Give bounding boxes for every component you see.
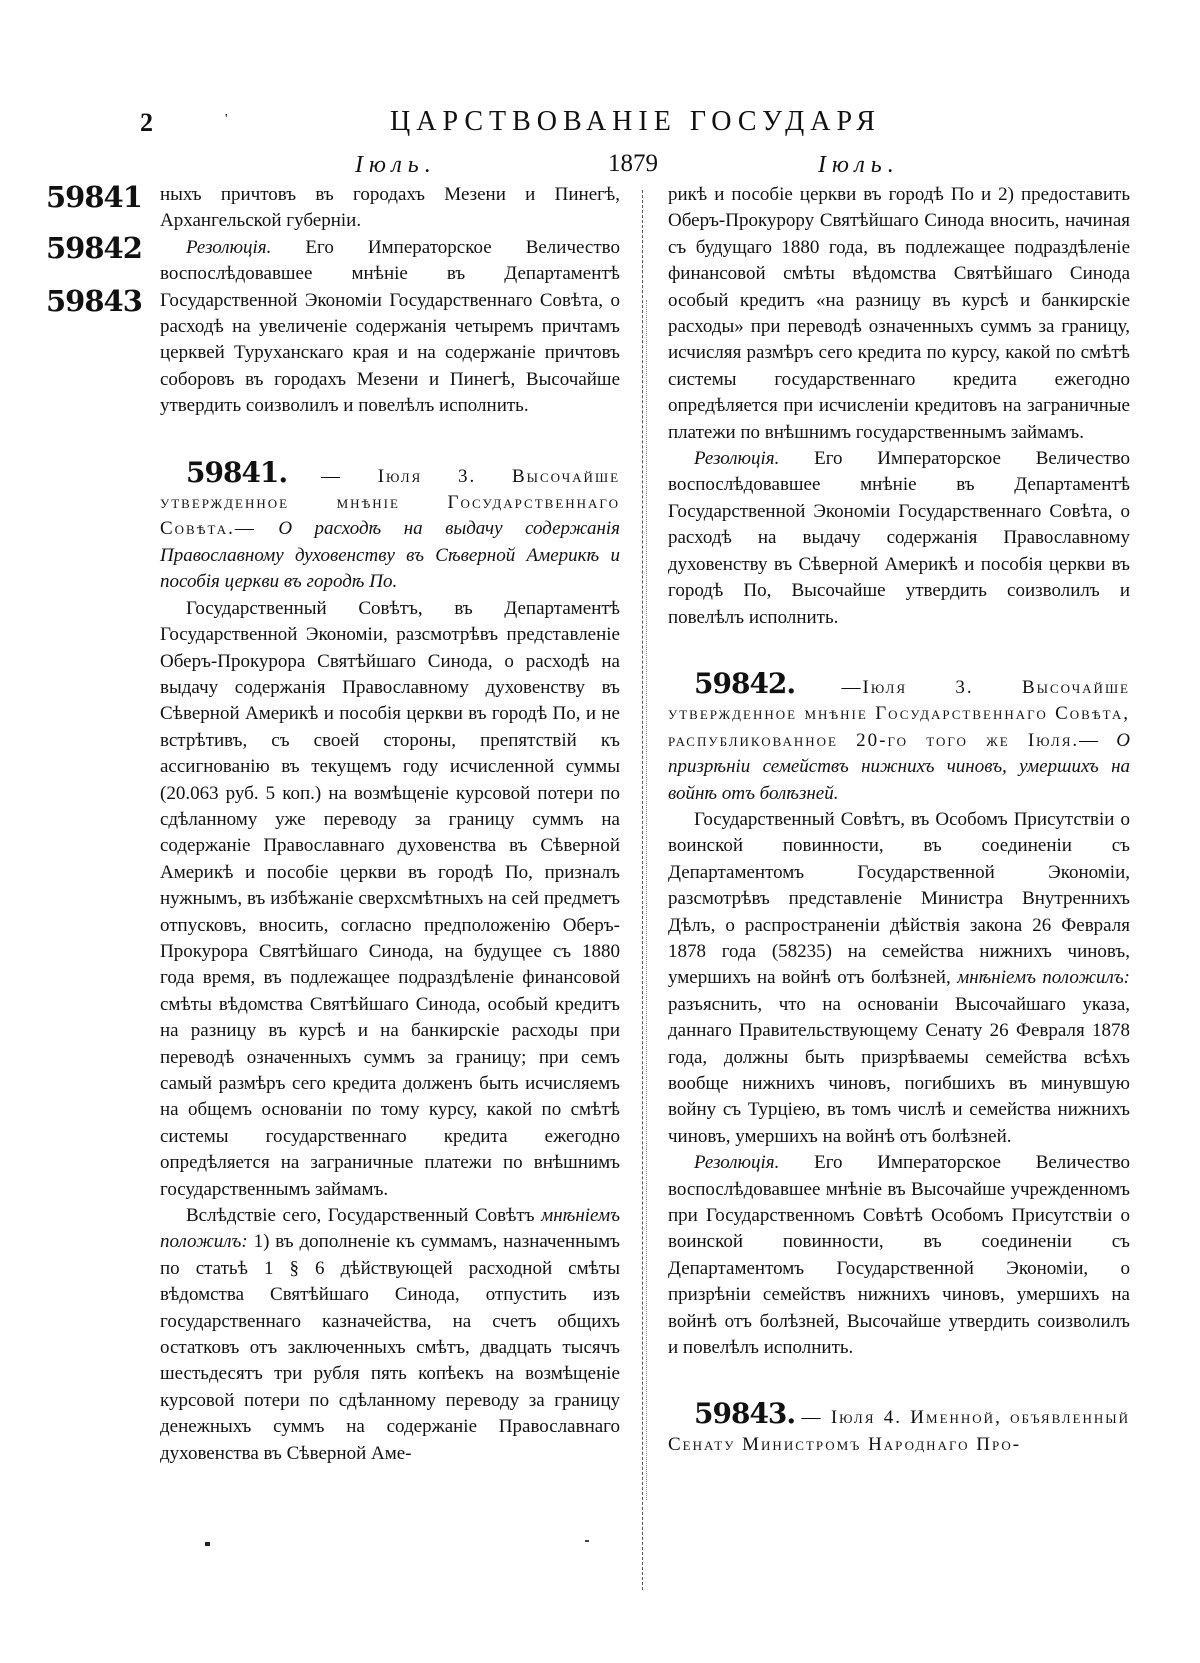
resolution-text: Его Императорское Величество воспослѣдовавшее мнѣніе въ Департаментѣ Государственной Экономіи Государственнаго Совѣта, о расходѣ на увеличеніе содержанія четыремъ причтамъ церквей Туруханскаго края и на содержаніе причтовъ соборовъ въ городахъ Мезени и Пинегѣ, Высочайше утвердить соизволилъ и повелѣлъ исполнить. (160, 236, 620, 417)
paragraph-text: 1) въ дополненіе къ суммамъ, назначеннымъ по статьѣ 1 § 6 дѣйствующей расходной смѣты вѣдомства Святѣйшаго Синода, отпустить изъ государственнаго казначейства, на счетъ общихъ остатковъ отъ заключенныхъ смѣтъ, двадцать тысячъ шестьдесятъ три рубля пять копѣекъ на возмѣщеніе курсовой потери по сдѣланному переводу за границу денежныхъ суммъ на содержаніе Православнаго духовенства въ Сѣверной Аме- (160, 1231, 620, 1464)
continuation-text: рикѣ и пособіе церкви въ городѣ По и 2) предоставить Оберъ-Прокурору Святѣйшаго Синода вносить, начиная съ будущаго 1880 года, въ подлежащее подраздѣленіе финансовой смѣты вѣдомства Святѣйшаго Синода особый кредитъ «на разницу въ курсѣ и банкирскіе расходы» при переводѣ означенныхъ суммъ за границу, исчисляя размѣръ сего кредита по курсу, какой по смѣтѣ системы государственнаго кредита ежегодно опредѣляется при исчисленіи кредитовъ на заграничные платежи по внѣшнимъ государственнымъ займамъ. (668, 184, 1130, 443)
column-divider-dotted (646, 300, 647, 1500)
year: 1879 (608, 150, 658, 177)
paragraph-text: разъяснить, что на основаніи Высочайшаго указа, даннаго Правительствующему Сенату 26 Февраля 1878 года, должны быть призрѣваемы семейства всѣхъ вообще нижнихъ чиновъ, погибшихъ въ минувшую войну съ Турціею, въ томъ числѣ и семейства нижнихъ чиновъ, умершихъ на войнѣ отъ болѣзней. (668, 993, 1130, 1147)
resolution-text: Его Императорское Величество воспослѣдовавшее мнѣніе въ Департаментѣ Государственной Экономіи Государственнаго Совѣта, о расходѣ на выдачу содержанія Православному духовенству въ Сѣверной Америкѣ и пособія церкви въ городѣ По, Высочайше утвердить соизволилъ и повелѣлъ исполнить. (668, 448, 1130, 628)
paragraph-italic: мнѣніемъ положилъ: (957, 967, 1131, 989)
entry-59841-heading (160, 455, 621, 596)
entry-59843-heading (668, 1397, 1131, 1458)
entry-dateline: —Іюля 3. Высочайше утвержденное мнѣніе Государственнаго Совѣта, распубликованное 20-го того же Іюля.— (668, 676, 1130, 751)
running-title: ЦАРСТВОВАНІЕ ГОСУДАРЯ (390, 106, 881, 137)
print-speck (585, 1540, 589, 1542)
entry-59842-heading (668, 666, 1131, 807)
page-number: 2 (140, 108, 153, 137)
margin-number-59842: 59842 (46, 231, 142, 265)
resolution-label: Резолюція. (694, 448, 780, 470)
resolution-paragraph (668, 446, 1130, 631)
month-left: Іюль. (355, 152, 437, 178)
print-mark: ' (225, 112, 228, 127)
paragraph-text: Государственный Совѣтъ, въ Особомъ Присутствіи о воинской повинности, въ соединеніи съ Департаментомъ Государственной Экономіи, разсмотрѣвъ представленіе Министра Внутреннихъ Дѣлъ, о распространеніи дѣйствія закона 26 Февраля 1878 года (58235) на семейства нижнихъ чиновъ, умершихъ на войнѣ отъ болѣзней, (668, 808, 1130, 989)
entry-number: 59842. (694, 666, 796, 700)
month-right: Іюль. (818, 152, 900, 178)
resolution-paragraph (160, 235, 620, 420)
entry-title: О призрѣніи семействъ нижнихъ чиновъ, умершихъ на войнѣ отъ болѣзней. (668, 729, 1131, 804)
entry-number: 59843. (694, 1397, 796, 1431)
right-column (668, 182, 1130, 1458)
entry-59842-paragraph-1 (668, 807, 1130, 1150)
resolution-text: Его Императорское Величество воспослѣдовавшее мнѣніе въ Высочайше учрежденномъ при Государственномъ Совѣтѣ Особомъ Присутствіи о воинской повинности, въ соединеніи съ Департаментомъ Государственной Экономіи, о призрѣніи семействъ нижнихъ чиновъ, умершихъ на войнѣ отъ болѣзней, Высочайше утвердить соизволилъ и повелѣлъ исполнить. (668, 1152, 1130, 1359)
column-divider (642, 190, 643, 1590)
entry-59841-paragraph-1: Государственный Совѣтъ, въ Департаментѣ Государственной Экономіи, разсмотрѣвъ представленіе Оберъ-Прокурора Святѣйшаго Синода, о расходѣ на выдачу содержанія Православному духовенству въ Сѣверной Америкѣ и пособія церкви въ городѣ По, и не встрѣтивъ, съ своей стороны, препятствій къ ассигнованію въ текущемъ году исчисленной суммы (20.063 руб. 5 коп.) на возмѣщеніе курсовой потери по сдѣланному уже переводу за границу суммъ на содержаніе Православнаго духовенства въ Сѣверной Америкѣ и пособіе церкви въ городѣ По, призналъ нужнымъ, въ избѣжаніе сверхсмѣтныхъ на сей предметъ отпусковъ, вносить, согласно предположенію Оберъ-Прокурора Святѣйшаго Синода, на будущее съ 1880 года время, въ подлежащее подраздѣленіе финансовой смѣты вѣдомства Святѣйшаго Синода, особый кредитъ на разницу въ курсѣ и на банкирскіе расходы при переводѣ означенныхъ суммъ за границу; при семъ самый размѣръ сего кредита долженъ быть исчисляемъ на общемъ основаніи по тому курсу, какой по смѣтѣ системы государственнаго кредита ежегодно опредѣляется на заграничные платежи по внѣшнимъ государственнымъ займамъ. (160, 597, 620, 1200)
entry-number: 59841. (186, 455, 288, 489)
resolution-label: Резолюція. (694, 1152, 780, 1174)
entry-dateline: — Іюля 3. Высочайше утвержденное мнѣніе Государственнаго Совѣта.— (160, 465, 621, 540)
entry-title: О расходѣ на выдачу содержанія Православному духовенству въ Сѣверной Америкѣ и пособія церкви въ городѣ По. (160, 518, 620, 593)
continuation-text: ныхъ причтовъ въ городахъ Мезени и Пинегѣ, Архангельской губерніи. (160, 184, 620, 232)
paragraph-text: Вслѣдствіе сего, Государственный Совѣтъ (186, 1205, 535, 1227)
print-speck (205, 1542, 210, 1546)
margin-number-59841: 59841 (46, 180, 142, 214)
entry-dateline: — Іюля 4. Именной, объявленный Сенату Министромъ Народнаго Про- (668, 1407, 1131, 1455)
resolution-paragraph (668, 1150, 1130, 1361)
margin-number-59843: 59843 (46, 284, 142, 318)
left-column (160, 182, 620, 1467)
resolution-label: Резолюція. (186, 236, 272, 258)
entry-59841-paragraph-2 (160, 1203, 620, 1467)
paragraph-italic: мнѣніемъ положилъ: (160, 1205, 620, 1253)
